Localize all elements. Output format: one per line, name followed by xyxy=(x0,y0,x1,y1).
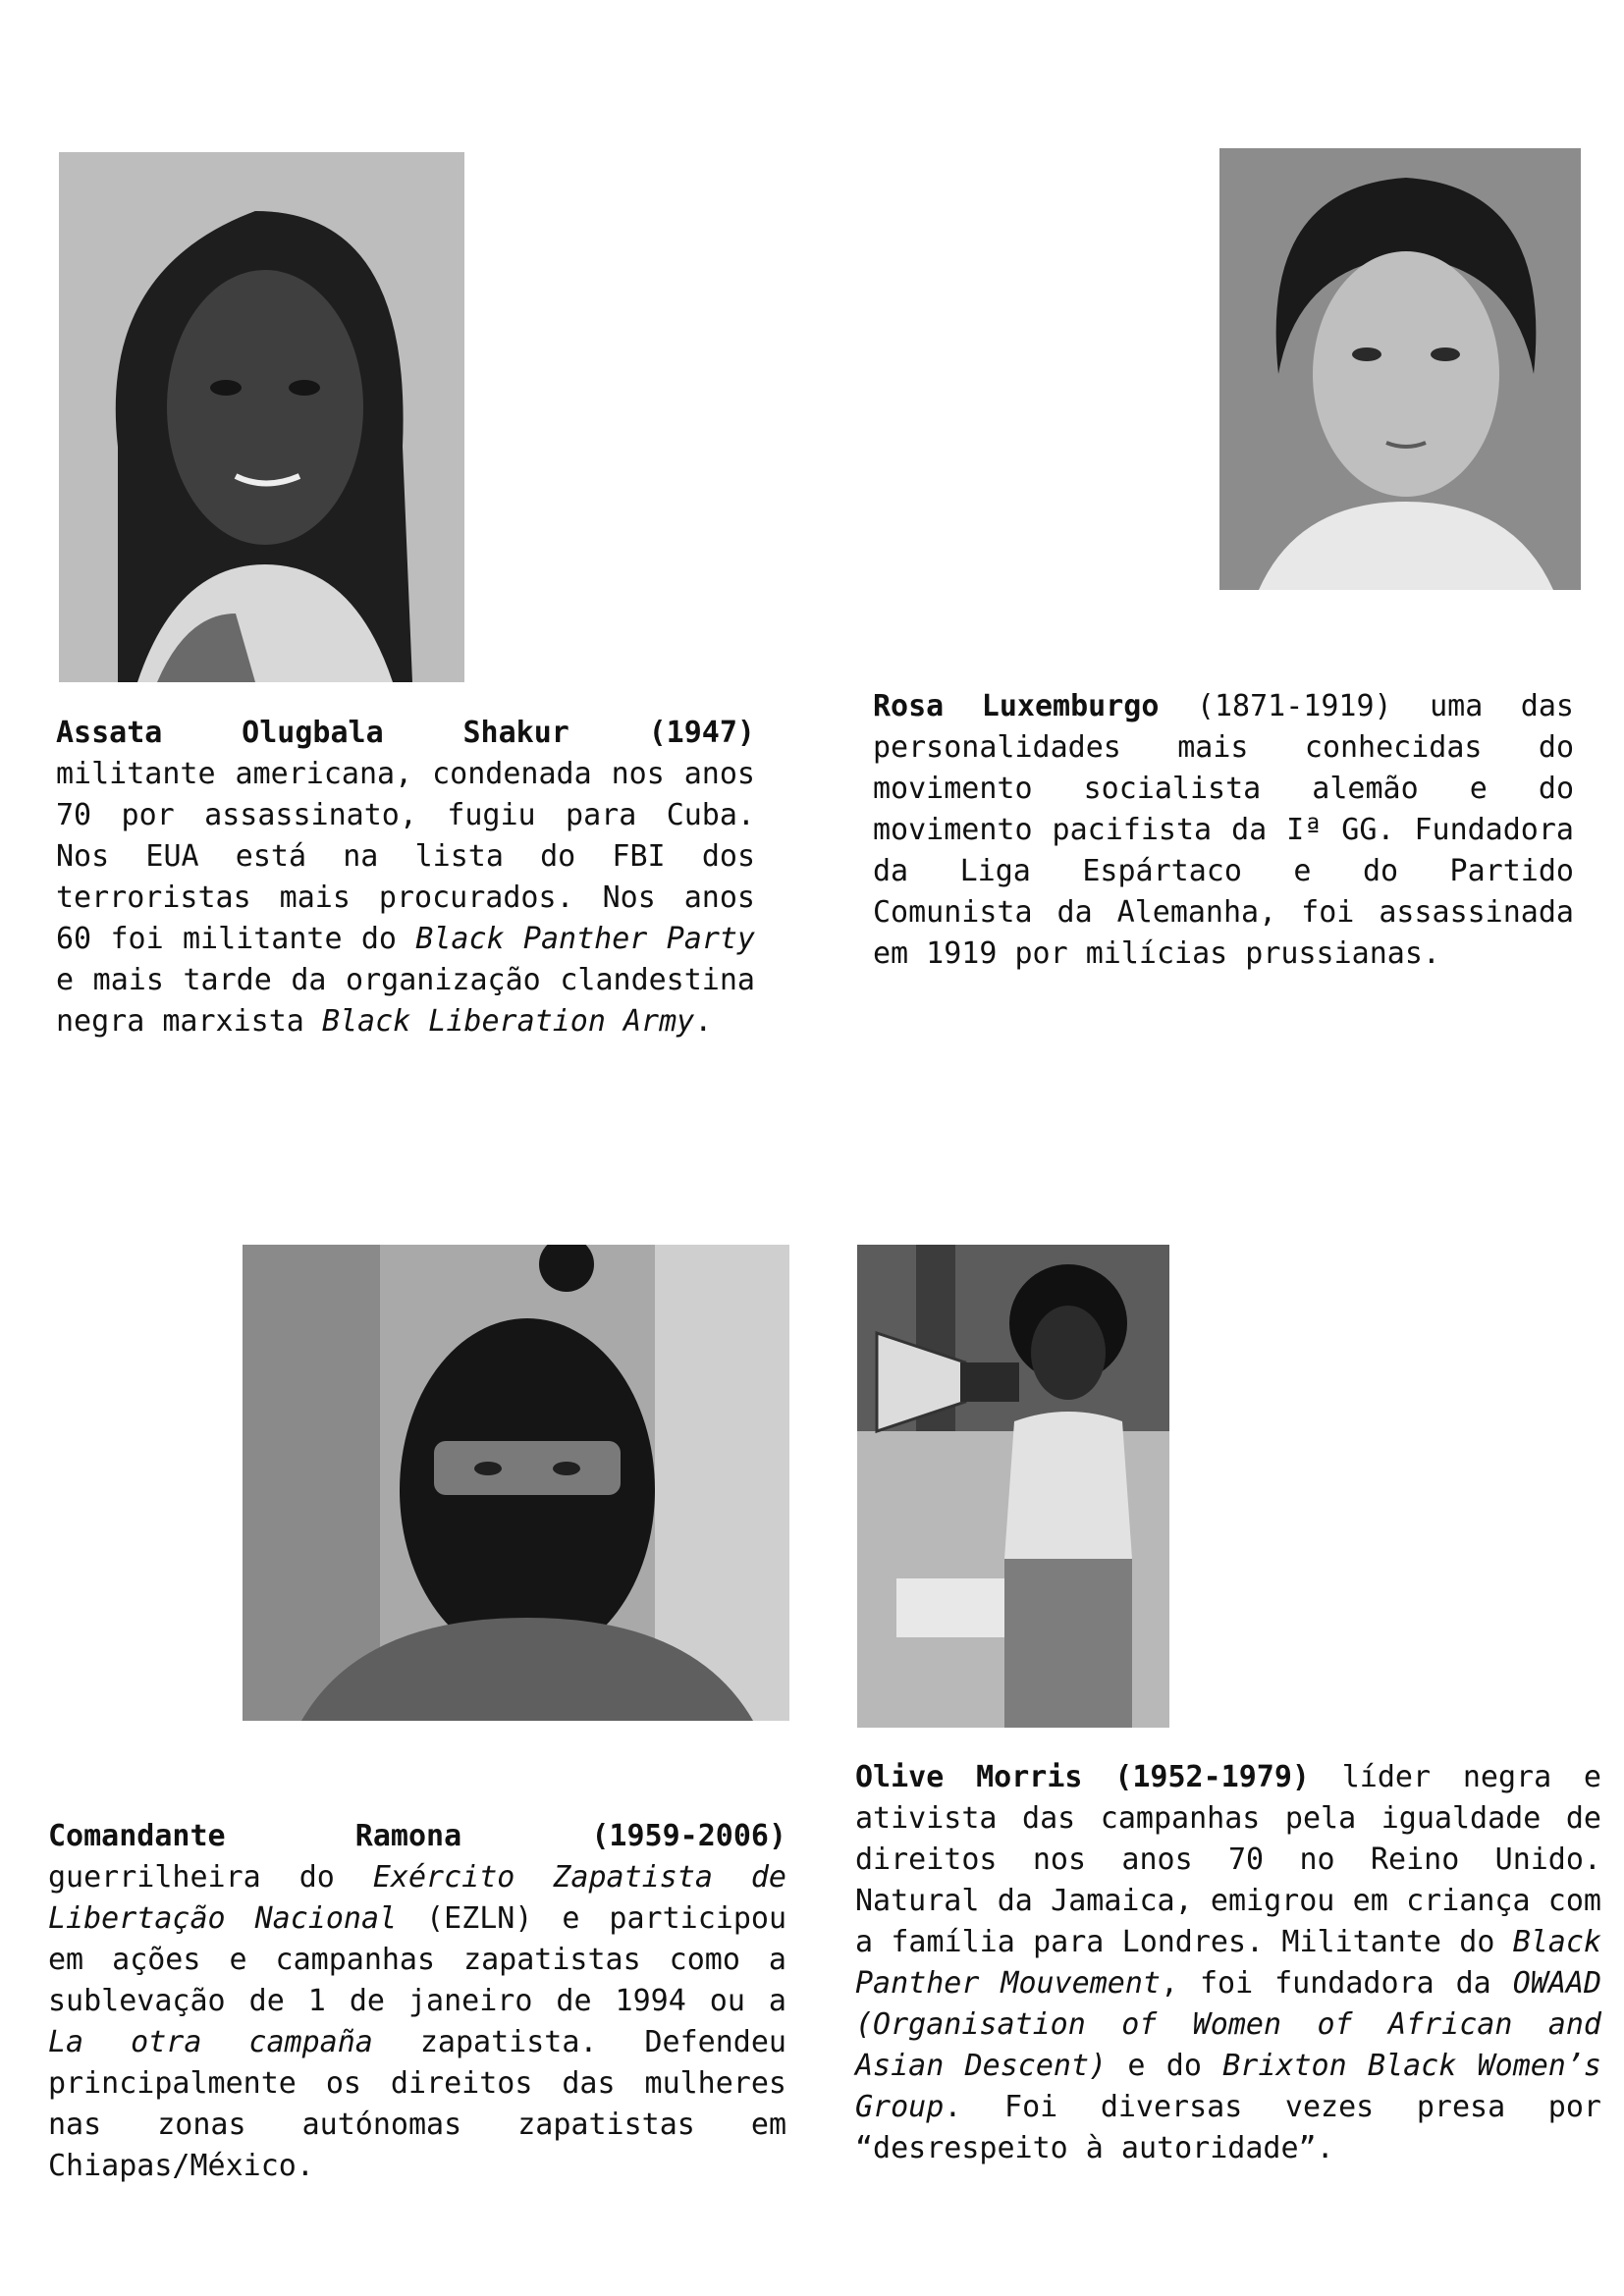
rosa-luxemburgo-photo xyxy=(1219,148,1581,590)
assata-shakur-photo xyxy=(59,152,464,682)
olive-morris-years: (1952-1979) xyxy=(1114,1760,1310,1794)
olive-morris-photo xyxy=(857,1245,1169,1728)
assata-shakur-name: Assata Olugbala Shakur xyxy=(56,716,569,750)
rosa-luxemburgo-years: (1871-1919) xyxy=(1196,689,1392,723)
rosa-luxemburgo-bio: Rosa Luxemburgo (1871-1919) uma das personalidades mais conhecidas do movimento socialista alemão e do movimento pacifista da Iª GG. Fundadora da Liga Espártaco e do Partido Comunista da Alemanha, foi assassinada em 1919 por milícias prussianas. xyxy=(873,689,1574,971)
assata-shakur-years: (1947) xyxy=(648,716,755,750)
comandante-ramona-name: Comandante Ramona xyxy=(48,1819,462,1853)
comandante-ramona-bio: Comandante Ramona (1959-2006) guerrilheira do Exército Zapatista de Libertação Nacional (EZLN) e participou em ações e campanhas zapatistas como a sublevação de 1 de janeiro de 1994 ou a La otra campaña zapatista. Defendeu principalmente os direitos das mulheres nas zonas autónomas zapatistas em Chiapas/México. xyxy=(48,1819,787,2183)
comandante-ramona-photo xyxy=(243,1245,789,1721)
olive-morris-name: Olive Morris xyxy=(855,1760,1083,1794)
olive-morris-bio: Olive Morris (1952-1979) líder negra e ativista das campanhas pela igualdade de direitos nos anos 70 no Reino Unido. Natural da Jamaica, emigrou em criança com a família para Londres. Militante do Black Panther Mouvement, foi fundadora da OWAAD (Organisation of Women of African and Asian Descent) e do Brixton Black Women’s Group. Foi diversas vezes presa por “desrespeito à autoridade”. xyxy=(855,1760,1602,2165)
assata-shakur-bio: Assata Olugbala Shakur (1947) militante americana, condenada nos anos 70 por assassinato, fugiu para Cuba. Nos EUA está na lista do FBI dos terroristas mais procurados. Nos anos 60 foi militante do Black Panther Party e mais tarde da organização clandestina negra marxista Black Liberation Army. xyxy=(56,716,755,1039)
comandante-ramona-years: (1959-2006) xyxy=(591,1819,787,1853)
rosa-luxemburgo-name: Rosa Luxemburgo xyxy=(873,689,1160,723)
